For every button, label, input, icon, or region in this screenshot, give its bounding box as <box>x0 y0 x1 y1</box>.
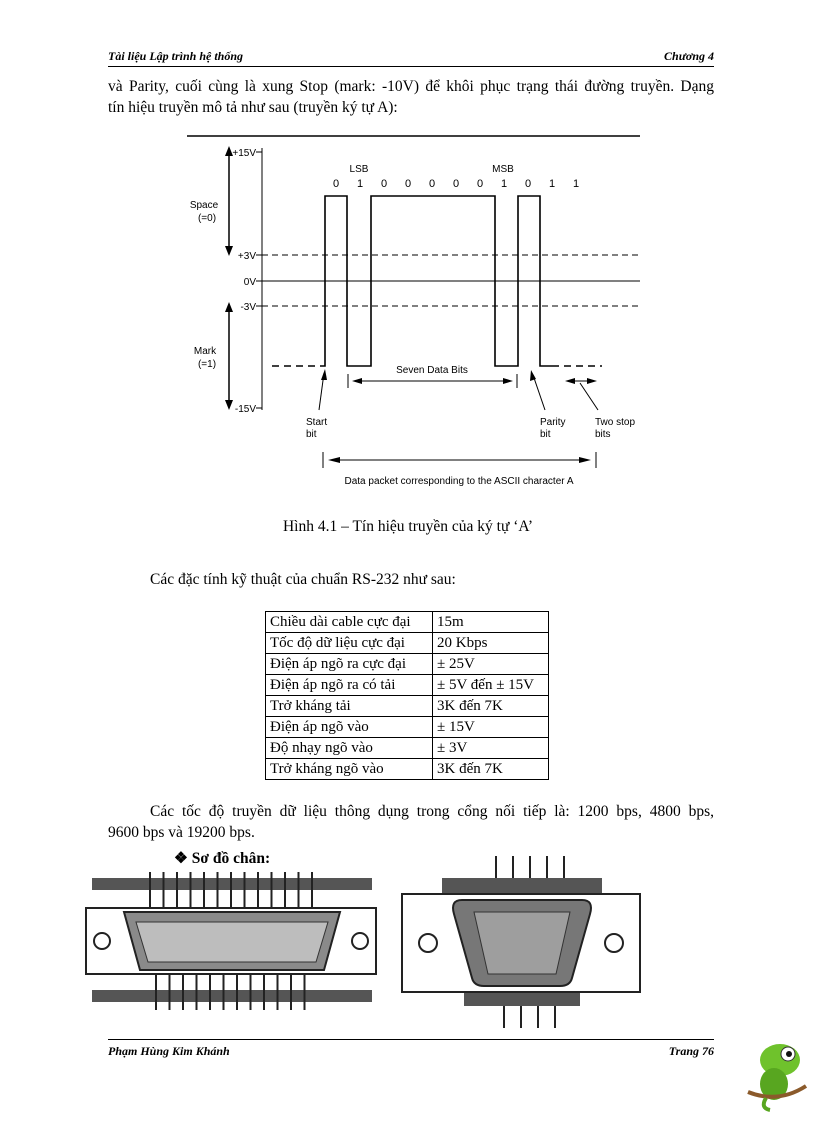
spec-row <box>266 717 549 738</box>
stop-bits-label-2: bits <box>595 429 611 440</box>
header-chapter: Chương 4 <box>664 49 714 63</box>
parity-bit-label-2: bit <box>540 429 551 440</box>
spec-row <box>266 738 549 759</box>
footer-author: Phạm Hùng Kim Khánh <box>108 1044 230 1058</box>
bit-value-label: 1 <box>548 178 556 190</box>
bit-value-label: 0 <box>428 178 436 190</box>
spec-key: Điện áp ngõ ra cực đại <box>266 654 433 675</box>
intro-line-1: và Parity, cuối cùng là xung Stop (mark: -10V) để khôi phục trạng thái đường truyền. Dạng <box>108 78 714 95</box>
spec-value: 20 Kbps <box>433 633 549 654</box>
pinout-heading-text: Sơ đồ chân: <box>191 850 271 867</box>
lsb-label: LSB <box>349 164 369 175</box>
space-label: Space <box>189 200 219 211</box>
rs232-waveform-figure <box>180 128 650 490</box>
parity-bit-label-1: Parity <box>540 417 566 428</box>
bit-value-label: 0 <box>380 178 388 190</box>
db9-mount-hole-right <box>605 934 623 952</box>
level-label-zero: 0V <box>243 277 256 288</box>
spec-key: Độ nhạy ngõ vào <box>266 738 433 759</box>
db9-connector-drawing <box>398 856 644 1030</box>
spec-key: Tốc độ dữ liệu cực đại <box>266 633 433 654</box>
spec-row <box>266 675 549 696</box>
seven-data-bits-label: Seven Data Bits <box>396 365 468 376</box>
bit-value-label: 0 <box>404 178 412 190</box>
level-label-minus3: -3V <box>240 302 256 313</box>
header-rule <box>108 66 714 67</box>
spec-row <box>266 759 549 780</box>
db25-mount-hole-left <box>94 933 110 949</box>
spec-value: 3K đến 7K <box>433 696 549 717</box>
start-bit-label-1: Start <box>306 417 328 428</box>
bit-value-label: 1 <box>356 178 364 190</box>
parity-bit-pointer <box>533 375 545 410</box>
mark-value: (=1) <box>197 359 217 370</box>
rs232-spec-table <box>265 611 549 780</box>
msb-label: MSB <box>492 164 514 175</box>
spec-key: Trở kháng tải <box>266 696 433 717</box>
level-label-minus15: -15V <box>234 404 256 415</box>
bit-value-label: 0 <box>476 178 484 190</box>
db25-connector-drawing <box>84 868 380 1014</box>
packet-label: Data packet corresponding to the ASCII character A <box>344 476 574 487</box>
header-title: Tài liệu Lập trình hệ thống <box>108 49 244 63</box>
spec-key: Chiều dài cable cực đại <box>266 612 433 633</box>
intro-line-2: tín hiệu truyền mô tả như sau (truyền ký tự A): <box>108 99 398 116</box>
spec-row <box>266 612 549 633</box>
speed-line-2: 9600 bps và 19200 bps. <box>108 824 255 841</box>
spec-row <box>266 696 549 717</box>
speed-line-1: Các tốc độ truyền dữ liệu thông dụng trong cổng nối tiếp là: 1200 bps, 4800 bps, <box>150 803 714 820</box>
diamond-bullet-icon: ❖ <box>174 850 188 867</box>
level-label-plus3: +3V <box>237 251 256 262</box>
footer-page-number: Trang 76 <box>668 1044 714 1058</box>
spec-key: Trở kháng ngõ vào <box>266 759 433 780</box>
spec-row <box>266 633 549 654</box>
spec-value: ± 15V <box>433 717 549 738</box>
db9-mount-hole-left <box>419 934 437 952</box>
bit-value-label: 0 <box>452 178 460 190</box>
chameleon-mascot-icon <box>744 1034 810 1114</box>
spec-value: 15m <box>433 612 549 633</box>
spec-key: Điện áp ngõ ra có tải <box>266 675 433 696</box>
spec-value: 3K đến 7K <box>433 759 549 780</box>
bit-value-label: 0 <box>332 178 340 190</box>
pinout-heading <box>174 849 270 868</box>
stop-bits-label-1: Two stop <box>595 417 636 428</box>
space-value: (=0) <box>197 213 217 224</box>
level-label-plus15: +15V <box>232 148 256 159</box>
bit-value-label: 0 <box>524 178 532 190</box>
start-bit-label-2: bit <box>306 429 317 440</box>
bit-value-label: 1 <box>500 178 508 190</box>
spec-row <box>266 654 549 675</box>
spec-value: ± 3V <box>433 738 549 759</box>
footer-rule <box>108 1039 714 1040</box>
db25-mount-hole-right <box>352 933 368 949</box>
spec-value: ± 25V <box>433 654 549 675</box>
mark-label: Mark <box>193 346 217 357</box>
spec-value: ± 5V đến ± 15V <box>433 675 549 696</box>
bit-value-label: 1 <box>572 178 580 190</box>
spec-intro: Các đặc tính kỹ thuật của chuẩn RS-232 như sau: <box>150 571 456 588</box>
spec-key: Điện áp ngõ vào <box>266 717 433 738</box>
figure-caption: Hình 4.1 – Tín hiệu truyền của ký tự ‘A’ <box>282 518 534 535</box>
